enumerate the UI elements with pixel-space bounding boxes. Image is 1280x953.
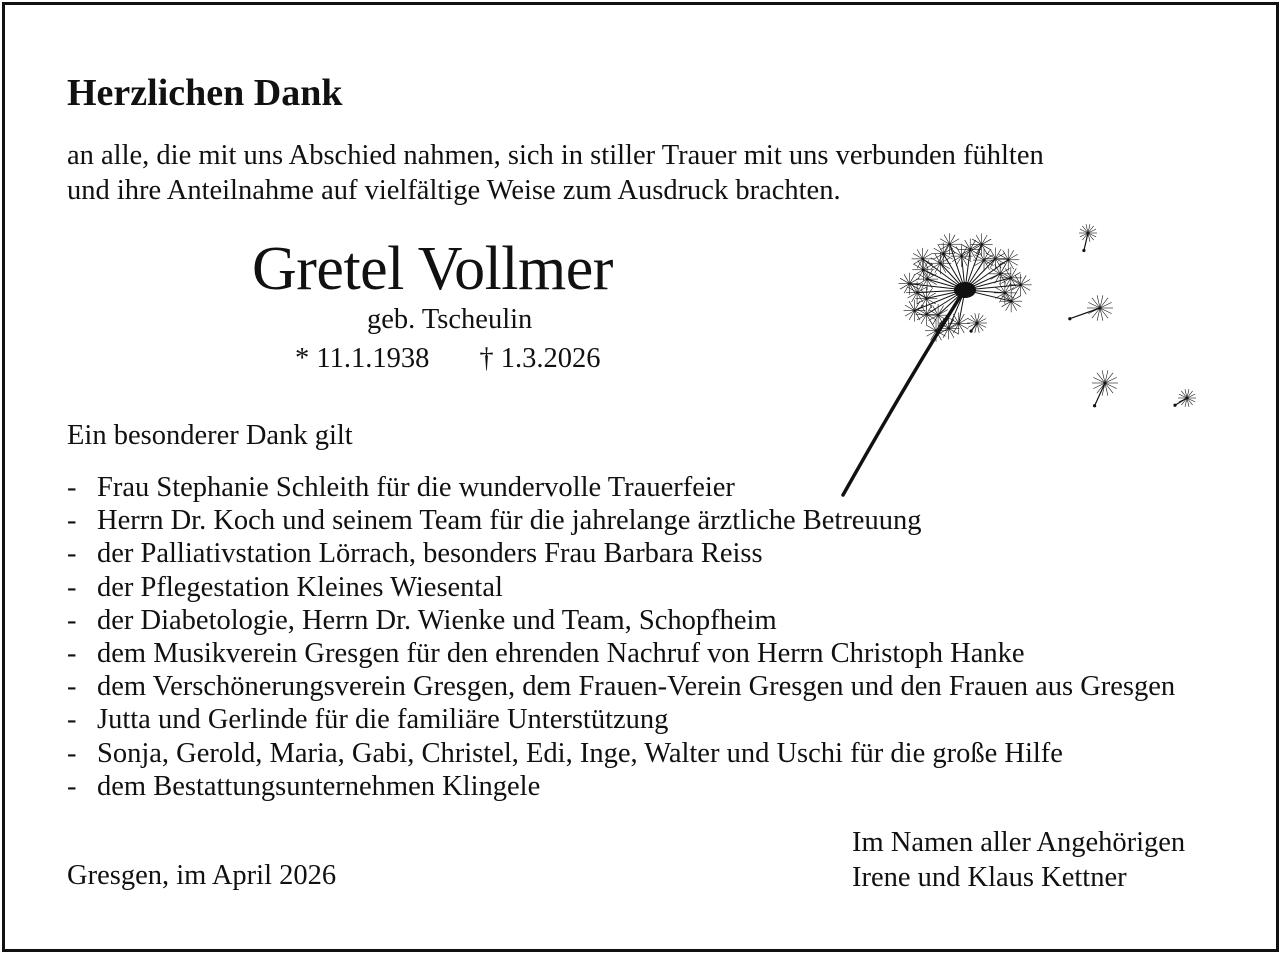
obituary-card <box>2 2 1279 952</box>
death-date: † 1.3.2026 <box>479 343 601 374</box>
intro-line-1: an alle, die mit uns Abschied nahmen, sich in stiller Trauer mit uns verbunden fühlten <box>67 140 1044 171</box>
list-item-text: Frau Stephanie Schleith für die wundervolle Trauerfeier <box>97 472 735 503</box>
list-item <box>67 604 1175 637</box>
dandelion-icon <box>825 215 1205 500</box>
intro-text <box>67 138 1044 208</box>
list-item <box>67 537 1175 570</box>
list-item-text: Herrn Dr. Koch und seinem Team für die jahrelange ärztliche Betreuung <box>97 505 922 537</box>
bullet-dash: - <box>67 538 77 570</box>
signature-line-1: Im Namen aller Angehörigen <box>852 827 1186 858</box>
list-item-text: dem Verschönerungsverein Gresgen, dem Frauen-Verein Gresgen und den Frauen aus Gresgen <box>97 671 1176 703</box>
bullet-dash: - <box>67 770 77 802</box>
list-item-text: der Diabetologie, Herrn Dr. Wienke und Team, Schopfheim <box>97 604 777 636</box>
list-item <box>67 703 1175 736</box>
bullet-dash: - <box>67 505 77 537</box>
bullet-dash: - <box>67 604 77 636</box>
bullet-dash: - <box>67 472 77 503</box>
birth-date: * 11.1.1938 <box>295 343 430 374</box>
bullet-dash: - <box>67 638 77 670</box>
intro-line-2: und ihre Anteilnahme auf vielfältige Weise zum Ausdruck brachten. <box>67 175 841 206</box>
list-item <box>67 504 1175 537</box>
list-item-text: der Pflegestation Kleines Wiesental <box>97 571 503 603</box>
list-item <box>67 571 1175 604</box>
list-item <box>67 737 1175 770</box>
signature-line-2: Irene und Klaus Kettner <box>852 862 1127 893</box>
deceased-name: Gretel Vollmer <box>252 235 613 303</box>
list-item-text: Sonja, Gerold, Maria, Gabi, Christel, Edi, Inge, Walter und Uschi für die große Hilfe <box>97 737 1063 769</box>
bullet-dash: - <box>67 737 77 769</box>
bullet-dash: - <box>67 704 77 736</box>
bullet-dash: - <box>67 571 77 603</box>
list-item <box>67 670 1175 703</box>
place-date: Gresgen, im April 2026 <box>67 860 337 891</box>
thanks-intro: Ein besonderer Dank gilt <box>67 420 353 451</box>
list-item-text: Jutta und Gerlinde für die familiäre Unterstützung <box>97 704 669 736</box>
thanks-list <box>67 471 1175 803</box>
list-item-text: dem Musikverein Gresgen für den ehrenden Nachruf von Herrn Christoph Hanke <box>97 638 1025 670</box>
list-item <box>67 770 1175 803</box>
list-item <box>67 637 1175 670</box>
bullet-dash: - <box>67 671 77 703</box>
list-item-text: der Palliativstation Lörrach, besonders Frau Barbara Reiss <box>97 538 763 570</box>
list-item <box>67 471 1175 504</box>
life-dates <box>295 343 600 375</box>
maiden-name: geb. Tscheulin <box>367 304 533 335</box>
signature <box>852 825 1185 895</box>
list-item-text: dem Bestattungsunternehmen Klingele <box>97 770 541 802</box>
heading: Herzlichen Dank <box>67 72 343 114</box>
